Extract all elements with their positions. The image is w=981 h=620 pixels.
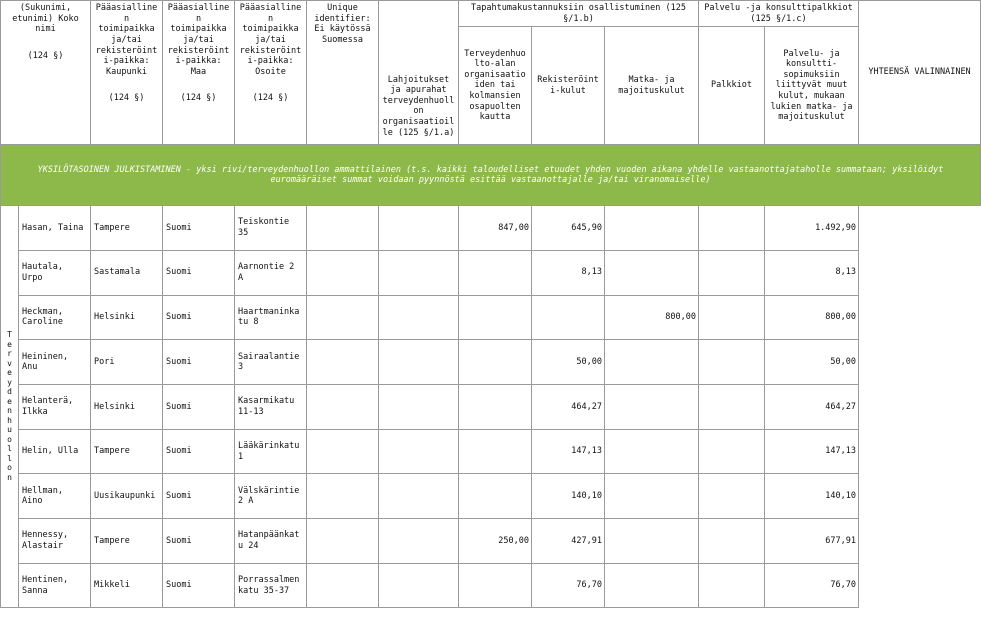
cell-fees bbox=[605, 474, 699, 519]
header-name-ref: (124 §) bbox=[27, 50, 64, 61]
cell-name: Helanterä, Ilkka bbox=[19, 385, 91, 430]
cell-registration: 847,00 bbox=[459, 206, 532, 251]
header-service-group: Palvelu -ja konsulttipalkkiot (125 §/1.c) bbox=[699, 1, 859, 27]
table-row bbox=[1, 250, 981, 295]
cell-travel: 427,91 bbox=[532, 519, 605, 564]
header-country-ref: (124 §) bbox=[180, 93, 217, 104]
side-label bbox=[1, 206, 19, 608]
cell-name: Hellman, Aino bbox=[19, 474, 91, 519]
cell-via-third bbox=[379, 206, 459, 251]
cell-total: 1.492,90 bbox=[765, 206, 859, 251]
cell-name: Heckman, Caroline bbox=[19, 295, 91, 340]
cell-country: Suomi bbox=[163, 295, 235, 340]
cell-name: Hentinen, Sanna bbox=[19, 563, 91, 608]
table-row bbox=[1, 385, 981, 430]
cell-city: Mikkeli bbox=[91, 563, 163, 608]
cell-related bbox=[699, 206, 765, 251]
header-city bbox=[91, 1, 163, 145]
cell-city: Tampere bbox=[91, 429, 163, 474]
cell-registration bbox=[459, 295, 532, 340]
cell-name: Hautala, Urpo bbox=[19, 250, 91, 295]
cell-total: 677,91 bbox=[765, 519, 859, 564]
section-banner: YKSILÖTASOINEN JULKISTAMINEN - yksi rivi/terveydenhuollon ammattilainen (t.s. kaikki taloudelliset etuudet yhden vuoden aikana yhdelle vastaanottajataholle summataan; yksilöidyt euromääräiset summat voidaan pyynnöstä esittää vastaanottajalle ja/tai viranomaiselle) bbox=[1, 145, 981, 206]
cell-related bbox=[699, 295, 765, 340]
cell-fees bbox=[605, 206, 699, 251]
cell-travel: 140,10 bbox=[532, 474, 605, 519]
cell-travel: 464,27 bbox=[532, 385, 605, 430]
header-related: Palvelu- ja konsultti-sopimuksiin liittyvät muut kulut, mukaan lukien matka- ja majoituskulut bbox=[765, 27, 859, 145]
cell-travel bbox=[532, 295, 605, 340]
cell-via-third bbox=[379, 250, 459, 295]
cell-country: Suomi bbox=[163, 206, 235, 251]
cell-city: Helsinki bbox=[91, 385, 163, 430]
cell-grants bbox=[307, 250, 379, 295]
cell-address: Välskärintie 2 A bbox=[235, 474, 307, 519]
cell-total: 140,10 bbox=[765, 474, 859, 519]
cell-registration bbox=[459, 340, 532, 385]
cell-travel: 50,00 bbox=[532, 340, 605, 385]
cell-city: Tampere bbox=[91, 206, 163, 251]
cell-fees bbox=[605, 385, 699, 430]
table-row bbox=[1, 474, 981, 519]
table-row bbox=[1, 206, 981, 251]
header-country-label: Pääasiallinen toimipaikka ja/tai rekisteröinti-paikka: Maa bbox=[167, 3, 230, 77]
cell-via-third bbox=[379, 340, 459, 385]
cell-name: Hennessy, Alastair bbox=[19, 519, 91, 564]
cell-grants bbox=[307, 385, 379, 430]
cell-city: Helsinki bbox=[91, 295, 163, 340]
cell-address: Lääkärinkatu 1 bbox=[235, 429, 307, 474]
header-unique-id: Unique identifier: Ei käytössä Suomessa bbox=[307, 1, 379, 145]
cell-address: Teiskontie 35 bbox=[235, 206, 307, 251]
cell-fees bbox=[605, 429, 699, 474]
cell-grants bbox=[307, 295, 379, 340]
cell-related bbox=[699, 340, 765, 385]
cell-city: Tampere bbox=[91, 519, 163, 564]
cell-registration bbox=[459, 250, 532, 295]
cell-total: 147,13 bbox=[765, 429, 859, 474]
cell-travel: 645,90 bbox=[532, 206, 605, 251]
cell-grants bbox=[307, 563, 379, 608]
cell-total: 464,27 bbox=[765, 385, 859, 430]
cell-via-third bbox=[379, 563, 459, 608]
cell-via-third bbox=[379, 385, 459, 430]
cell-total: 800,00 bbox=[765, 295, 859, 340]
header-event-costs-group: Tapahtumakustannuksiin osallistuminen (125 §/1.b) bbox=[459, 1, 699, 27]
cell-related bbox=[699, 429, 765, 474]
cell-city: Sastamala bbox=[91, 250, 163, 295]
cell-via-third bbox=[379, 474, 459, 519]
cell-total: 50,00 bbox=[765, 340, 859, 385]
cell-country: Suomi bbox=[163, 385, 235, 430]
cell-registration bbox=[459, 429, 532, 474]
header-country bbox=[163, 1, 235, 145]
cell-registration bbox=[459, 563, 532, 608]
cell-country: Suomi bbox=[163, 519, 235, 564]
cell-total: 76,70 bbox=[765, 563, 859, 608]
header-via-third: Terveydenhuolto-alan organisaatioiden tai kolmansien osapuolten kautta bbox=[459, 27, 532, 145]
header-city-ref: (124 §) bbox=[108, 93, 145, 104]
table-row bbox=[1, 429, 981, 474]
cell-address: Porrassalmenkatu 35-37 bbox=[235, 563, 307, 608]
cell-fees bbox=[605, 340, 699, 385]
cell-city: Uusikaupunki bbox=[91, 474, 163, 519]
cell-related bbox=[699, 385, 765, 430]
cell-address: Kasarmikatu 11-13 bbox=[235, 385, 307, 430]
side-label-text: Terveydenhuollon bbox=[7, 330, 12, 482]
cell-grants bbox=[307, 474, 379, 519]
cell-grants bbox=[307, 206, 379, 251]
cell-via-third bbox=[379, 519, 459, 564]
cell-registration bbox=[459, 474, 532, 519]
cell-total: 8,13 bbox=[765, 250, 859, 295]
table-row bbox=[1, 563, 981, 608]
header-name bbox=[1, 1, 91, 145]
cell-related bbox=[699, 250, 765, 295]
cell-grants bbox=[307, 429, 379, 474]
cell-grants bbox=[307, 519, 379, 564]
header-name-label: (Sukunimi, etunimi) Koko nimi bbox=[12, 3, 79, 35]
cell-grants bbox=[307, 340, 379, 385]
table-row bbox=[1, 340, 981, 385]
cell-travel: 76,70 bbox=[532, 563, 605, 608]
header-travel: Matka- ja majoituskulut bbox=[605, 27, 699, 145]
cell-fees bbox=[605, 519, 699, 564]
cell-country: Suomi bbox=[163, 474, 235, 519]
cell-registration bbox=[459, 385, 532, 430]
table-row bbox=[1, 295, 981, 340]
cell-address: Aarnontie 2 A bbox=[235, 250, 307, 295]
cell-address: Sairaalantie 3 bbox=[235, 340, 307, 385]
cell-registration: 250,00 bbox=[459, 519, 532, 564]
header-registration: Rekisteröinti-kulut bbox=[532, 27, 605, 145]
cell-country: Suomi bbox=[163, 250, 235, 295]
header-total: YHTEENSÄ VALINNAINEN bbox=[859, 1, 981, 145]
cell-related bbox=[699, 563, 765, 608]
header-address-ref: (124 §) bbox=[252, 93, 289, 104]
cell-country: Suomi bbox=[163, 429, 235, 474]
cell-name: Helin, Ulla bbox=[19, 429, 91, 474]
cell-fees: 800,00 bbox=[605, 295, 699, 340]
header-address bbox=[235, 1, 307, 145]
table-row bbox=[1, 519, 981, 564]
cell-travel: 147,13 bbox=[532, 429, 605, 474]
cell-name: Hasan, Taina bbox=[19, 206, 91, 251]
cell-via-third bbox=[379, 429, 459, 474]
cell-city: Pori bbox=[91, 340, 163, 385]
cell-fees bbox=[605, 563, 699, 608]
cell-related bbox=[699, 474, 765, 519]
cell-name: Heininen, Anu bbox=[19, 340, 91, 385]
cell-travel: 8,13 bbox=[532, 250, 605, 295]
cell-address: Hatanpäänkatu 24 bbox=[235, 519, 307, 564]
cell-via-third bbox=[379, 295, 459, 340]
cell-address: Haartmaninkatu 8 bbox=[235, 295, 307, 340]
header-city-label: Pääasiallinen toimipaikka ja/tai rekisteröinti-paikka: Kaupunki bbox=[95, 3, 158, 77]
cell-country: Suomi bbox=[163, 563, 235, 608]
header-fees: Palkkiot bbox=[699, 27, 765, 145]
cell-related bbox=[699, 519, 765, 564]
header-address-label: Pääasiallinen toimipaikka ja/tai rekisteröinti-paikka: Osoite bbox=[239, 3, 302, 77]
cell-fees bbox=[605, 250, 699, 295]
cell-country: Suomi bbox=[163, 340, 235, 385]
header-grants: Lahjoitukset ja apurahat terveydenhuollon organisaatioille (125 §/1.a) bbox=[379, 1, 459, 145]
